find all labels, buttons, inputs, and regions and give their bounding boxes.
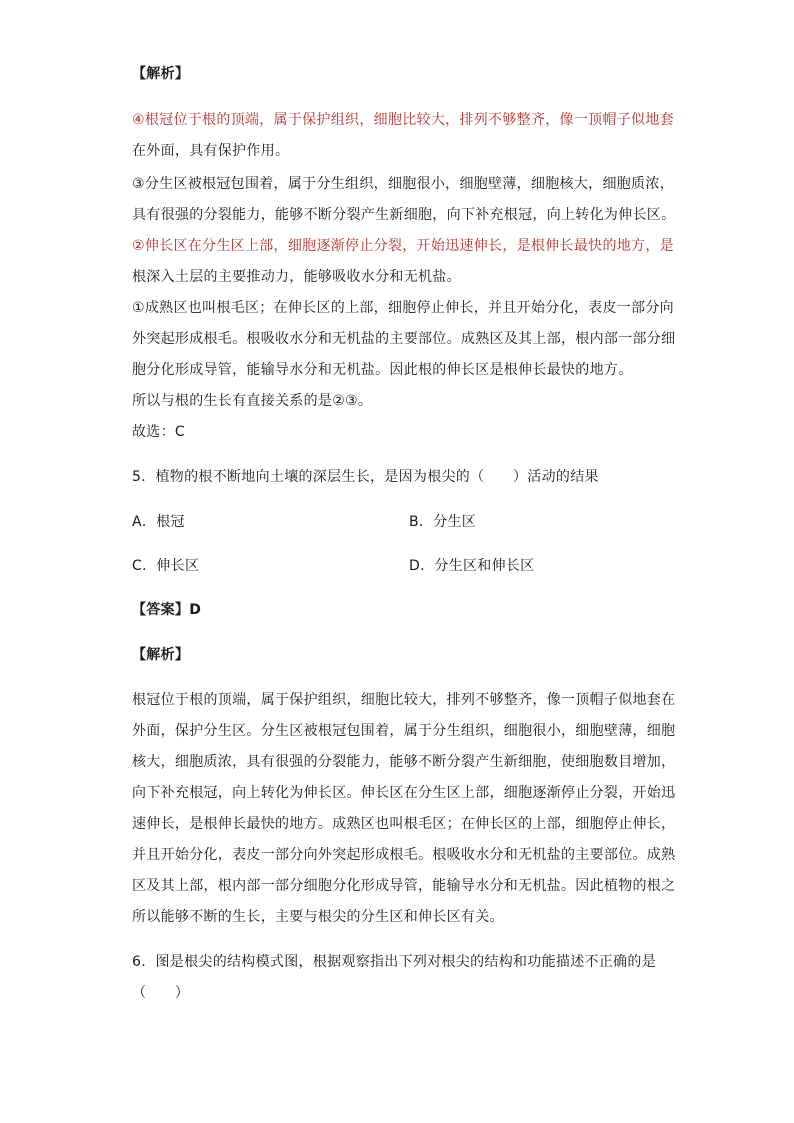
analysis-conclusion: 所以与根的生长有直接关系的是②③。 (132, 393, 373, 409)
question-5-option-d: D．分生区和伸长区 (409, 558, 535, 574)
question-5-analysis-line: 外面，保护分生区。分生区被根冠包围着，属于分生组织，细胞很小，细胞壁薄，细胞 (132, 723, 676, 739)
analysis-line: ①成熟区也叫根毛区；在伸长区的上部，细胞停止伸长，并且开始分化，表皮一部分向 (132, 300, 674, 316)
analysis-line: 胞分化形成导管，能输导水分和无机盐。因此根的伸长区是根伸长最快的地方。 (132, 362, 633, 378)
question-5-option-c: C．伸长区 (132, 558, 200, 574)
analysis-line: 外突起形成根毛。根吸收水分和无机盐的主要部位。成熟区及其上部，根内部一部分细 (132, 331, 676, 347)
question-5-analysis-line: 根冠位于根的顶端，属于保护组织，细胞比较大，排列不够整齐，像一顶帽子似地套在 (132, 692, 676, 708)
analysis-line: 根深入土层的主要推动力，能够吸收水分和无机盐。 (132, 269, 461, 285)
analysis-line: 具有很强的分裂能力，能够不断分裂产生新细胞，向下补充根冠，向上转化为伸长区。 (132, 207, 676, 223)
analysis-line: ③分生区被根冠包围着，属于分生组织，细胞很小，细胞壁薄，细胞核大，细胞质浓， (132, 176, 674, 192)
analysis-line: ④根冠位于根的顶端，属于保护组织，细胞比较大，排列不够整齐，像一顶帽子似地套 (132, 112, 674, 128)
question-5-option-b: B．分生区 (409, 514, 477, 530)
analysis-heading: 【解析】 (132, 66, 190, 82)
question-5-analysis-line: 区及其上部，根内部一部分细胞分化形成导管，能输导水分和无机盐。因此植物的根之 (132, 878, 676, 894)
question-5-analysis-heading: 【解析】 (132, 647, 190, 663)
analysis-line: 在外面，具有保护作用。 (132, 143, 290, 159)
question-6-stem: 6．图是根尖的结构模式图，根据观察指出下列对根尖的结构和功能描述不正确的是 (132, 954, 657, 970)
question-5-analysis-line: 核大，细胞质浓，具有很强的分裂能力，能够不断分裂产生新细胞，使细胞数目增加， (132, 754, 676, 770)
question-5-option-a: A．根冠 (132, 514, 185, 530)
question-6-stem-bracket: （ ） (132, 985, 190, 1001)
question-5-analysis-line: 所以能够不断的生长，主要与根尖的分生区和伸长区有关。 (132, 909, 504, 925)
answer-choice-line: 故选：C (132, 424, 185, 440)
question-5-analysis-line: 并且开始分化，表皮一部分向外突起形成根毛。根吸收水分和无机盐的主要部位。成熟 (132, 847, 676, 863)
question-5-stem: 5．植物的根不断地向土壤的深层生长，是因为根尖的（ ）活动的结果 (132, 469, 599, 485)
question-5-answer: 【答案】D (132, 602, 202, 618)
analysis-line: ②伸长区在分生区上部，细胞逐渐停止分裂，开始迅速伸长，是根伸长最快的地方，是 (132, 238, 674, 254)
question-5-analysis-line: 向下补充根冠，向上转化为伸长区。伸长区在分生区上部，细胞逐渐停止分裂，开始迅 (132, 785, 676, 801)
question-5-analysis-line: 速伸长，是根伸长最快的地方。成熟区也叫根毛区；在伸长区的上部，细胞停止伸长， (132, 816, 676, 832)
